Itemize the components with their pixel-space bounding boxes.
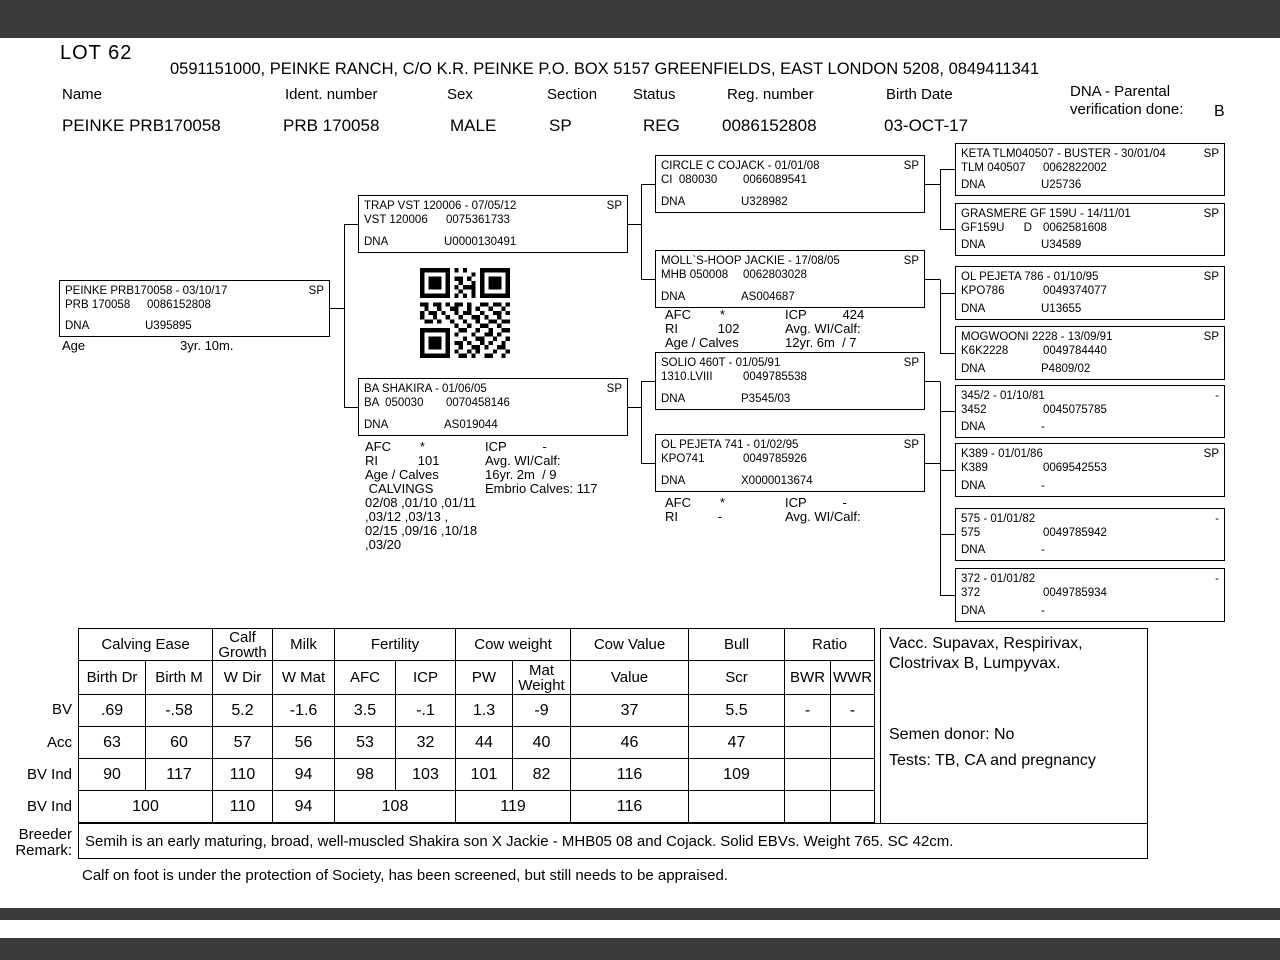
pedigree-box-ggp1 xyxy=(955,143,1225,196)
acc-value-cell: 63 xyxy=(79,727,146,759)
stat-line: 16yr. 2m / 9 xyxy=(485,467,557,482)
bv-index-combined-cell: 94 xyxy=(273,791,335,823)
dna-label: DNA xyxy=(364,419,389,431)
animal-reg: 0049785538 xyxy=(743,371,807,383)
dna-label: DNA xyxy=(661,393,686,405)
dna-label: DNA xyxy=(961,179,986,191)
acc-value-cell: 40 xyxy=(513,727,571,759)
pedigree-box-sire-dam xyxy=(655,250,925,308)
animal-status: SP xyxy=(1203,271,1219,283)
birth-value: 03-OCT-17 xyxy=(884,116,969,135)
bv-value-cell: 37 xyxy=(571,695,689,727)
animal-code: TLM 040507 xyxy=(961,162,1026,174)
pedigree-box-dam-sire xyxy=(655,352,925,410)
bv-index-combined-cell xyxy=(831,791,875,823)
animal-title: BA SHAKIRA - 01/06/05 xyxy=(364,383,487,395)
animal-code: K6K2228 xyxy=(961,345,1009,357)
stat-line: 02/08 ,01/10 ,01/11 xyxy=(365,495,477,510)
acc-value-cell: 44 xyxy=(456,727,513,759)
stat-line: RI 101 xyxy=(365,453,440,468)
row-label-acc: Acc xyxy=(46,734,72,751)
animal-title: 345/2 - 01/10/81 xyxy=(961,390,1045,402)
lot-title: LOT 62 xyxy=(60,42,133,64)
sub-header-cell: BWR xyxy=(785,661,831,695)
dna-label: DNA xyxy=(661,475,686,487)
acc-value-cell: 56 xyxy=(273,727,335,759)
dna-value: AS019044 xyxy=(444,419,498,431)
stat-line: Avg. WI/Calf: xyxy=(785,509,861,524)
bv-index-combined-cell: 108 xyxy=(335,791,456,823)
sire-dam-stats-left xyxy=(665,308,739,350)
bv-value-cell: .69 xyxy=(79,695,146,727)
row-label-bv-ind: BV Ind xyxy=(26,766,72,783)
sub-header-cell: Birth M xyxy=(146,661,213,695)
stat-line: RI - xyxy=(665,509,723,524)
acc-value-cell: 53 xyxy=(335,727,396,759)
breeder-remark-label xyxy=(0,827,72,859)
viewer-white-strip xyxy=(0,920,1280,938)
animal-code: K389 xyxy=(961,462,988,474)
animal-status: SP xyxy=(1203,448,1219,460)
dna-value: U13655 xyxy=(1041,303,1082,315)
dna-value: U34589 xyxy=(1041,239,1082,251)
group-header-cow-weight: Cow weight xyxy=(456,629,571,661)
pedigree-box-ggp3 xyxy=(955,266,1225,320)
pedigree-box-dam-dam xyxy=(655,434,925,492)
group-header-calving-ease: Calving Ease xyxy=(79,629,213,661)
sub-header-cell: Value xyxy=(571,661,689,695)
group-header-fertility: Fertility xyxy=(335,629,456,661)
animal-title: 575 - 01/01/82 xyxy=(961,513,1036,525)
dna-verification-line1: DNA - Parental xyxy=(1070,83,1171,100)
bv-index-cell: 82 xyxy=(513,759,571,791)
animal-code: 575 xyxy=(961,527,981,539)
bv-value-cell: -1.6 xyxy=(273,695,335,727)
breeder-remark-label-line1: Breeder xyxy=(18,826,72,843)
animal-reg: 0049785942 xyxy=(1043,527,1107,539)
animal-reg: 0062822002 xyxy=(1043,162,1107,174)
viewer-separator-bar xyxy=(0,908,1280,920)
bv-index-combined-cell: 119 xyxy=(456,791,571,823)
animal-code: GF159U D xyxy=(961,222,1032,234)
bv-value-cell: 5.5 xyxy=(689,695,785,727)
dna-label: DNA xyxy=(65,320,90,332)
info-panel xyxy=(880,628,1148,824)
animal-reg: 0086152808 xyxy=(147,299,211,311)
bv-index-cell xyxy=(785,759,831,791)
bv-value-cell: 5.2 xyxy=(213,695,273,727)
dna-value: U0000130491 xyxy=(444,236,517,248)
bv-value-cell: -.1 xyxy=(396,695,456,727)
sub-header-cell: AFC xyxy=(335,661,396,695)
dna-value: P4809/02 xyxy=(1041,363,1091,375)
animal-status: SP xyxy=(1203,331,1219,343)
bv-index-cell: 94 xyxy=(273,759,335,791)
stat-line: ,03/20 xyxy=(365,537,402,552)
ident-label: Ident. number xyxy=(285,86,378,103)
animal-title: K389 - 01/01/86 xyxy=(961,448,1043,460)
ident-value: PRB 170058 xyxy=(283,116,380,135)
bv-value-cell: 3.5 xyxy=(335,695,396,727)
stat-line: Embrio Calves: 117 xyxy=(485,481,598,496)
animal-status: SP xyxy=(903,255,919,267)
group-header-cow-value: Cow Value xyxy=(571,629,689,661)
bv-index-cell: 90 xyxy=(79,759,146,791)
dna-label: DNA xyxy=(961,544,986,556)
animal-code: BA 050030 xyxy=(364,397,424,409)
animal-title: TRAP VST 120006 - 07/05/12 xyxy=(364,200,517,212)
animal-code: 3452 xyxy=(961,404,987,416)
dna-label: DNA xyxy=(961,363,986,375)
animal-status: SP xyxy=(903,439,919,451)
animal-code: VST 120006 xyxy=(364,214,428,226)
pedigree-box-ggp8 xyxy=(955,568,1225,622)
birth-label: Birth Date xyxy=(886,86,953,103)
sub-header-cell: W Dir xyxy=(213,661,273,695)
bv-index-combined-cell xyxy=(689,791,785,823)
sire-dam-stats-right xyxy=(785,308,864,350)
sex-value: MALE xyxy=(450,116,497,135)
ranch-address: 0591151000, PEINKE RANCH, C/O K.R. PEINKE P.O. BOX 5157 GREENFIELDS, EAST LONDON 5208, 0849411341 xyxy=(170,60,1040,78)
pedigree-box-ggp5 xyxy=(955,385,1225,438)
pedigree-box-sire-sire xyxy=(655,155,925,213)
group-header-calf-growth: Calf Growth xyxy=(213,629,273,661)
dna-value: U328982 xyxy=(741,196,788,208)
animal-title: 372 - 01/01/82 xyxy=(961,573,1036,585)
breeder-remark-label-line2: Remark: xyxy=(15,842,72,859)
animal-title: CIRCLE C COJACK - 01/01/08 xyxy=(661,160,820,172)
breeder-remark-text: Semih is an early maturing, broad, well-muscled Shakira son X Jackie - MHB05 08 and Cojack. Solid EBVs. Weight 765. SC 42cm. xyxy=(85,832,954,850)
stat-line: AFC * xyxy=(665,307,725,322)
bv-index-cell xyxy=(831,759,875,791)
stat-line: Avg. WI/Calf: xyxy=(785,321,861,336)
viewer-top-bar xyxy=(0,0,1280,38)
sub-header-cell: ICP xyxy=(396,661,456,695)
section-label: Section xyxy=(547,86,598,103)
animal-code: MHB 050008 xyxy=(661,269,729,281)
animal-reg: 0062803028 xyxy=(743,269,807,281)
bv-index-cell: 109 xyxy=(689,759,785,791)
animal-title: PEINKE PRB170058 - 03/10/17 xyxy=(65,285,228,297)
stat-line: Age / Calves xyxy=(365,467,439,482)
stat-line: AFC * xyxy=(665,495,725,510)
bv-value-cell: -9 xyxy=(513,695,571,727)
pedigree-box-ggp2 xyxy=(955,203,1225,256)
animal-reg: 0049785926 xyxy=(743,453,807,465)
tests-info: Tests: TB, CA and pregnancy xyxy=(889,752,1096,769)
bv-index-combined-cell: 100 xyxy=(79,791,213,823)
section-value: SP xyxy=(549,116,572,135)
sub-header-cell: Scr xyxy=(689,661,785,695)
stat-line: 12yr. 6m / 7 xyxy=(785,335,857,350)
acc-value-cell: 32 xyxy=(396,727,456,759)
reg-label: Reg. number xyxy=(727,86,814,103)
dam-dam-stats-left xyxy=(665,496,725,524)
animal-title: KETA TLM040507 - BUSTER - 30/01/04 xyxy=(961,148,1166,160)
dna-label: DNA xyxy=(661,291,686,303)
stat-line: 02/15 ,09/16 ,10/18 xyxy=(365,523,478,538)
dna-value: X0000013674 xyxy=(741,475,813,487)
pedigree-box-ggp6 xyxy=(955,443,1225,497)
breeding-values-table xyxy=(78,628,875,823)
name-label: Name xyxy=(62,86,103,103)
dna-label: DNA xyxy=(961,421,986,433)
stat-line: Age / Calves xyxy=(665,335,739,350)
qr-code xyxy=(420,268,510,358)
dna-verification-line2: verification done: xyxy=(1070,101,1184,118)
dna-verification-value: B xyxy=(1214,103,1225,120)
bv-value-cell: - xyxy=(831,695,875,727)
animal-reg: 0069542553 xyxy=(1043,462,1107,474)
dna-label: DNA xyxy=(364,236,389,248)
acc-value-cell xyxy=(785,727,831,759)
dna-value: - xyxy=(1041,544,1045,556)
dna-value: - xyxy=(1041,605,1045,617)
animal-code: 372 xyxy=(961,587,981,599)
animal-reg: 0066089541 xyxy=(743,174,807,186)
animal-code: PRB 170058 xyxy=(65,299,131,311)
animal-reg: 0049374077 xyxy=(1043,285,1107,297)
pedigree-box-sire xyxy=(358,195,628,253)
viewer-bottom-bar xyxy=(0,938,1280,960)
acc-value-cell: 60 xyxy=(146,727,213,759)
bv-index-cell: 117 xyxy=(146,759,213,791)
stat-line: CALVINGS xyxy=(365,481,434,496)
document-page xyxy=(0,38,1280,908)
stat-line: ICP - xyxy=(785,495,847,510)
stat-line: ICP 424 xyxy=(785,307,865,322)
bv-index-cell: 101 xyxy=(456,759,513,791)
bv-value-cell: - xyxy=(785,695,831,727)
animal-reg: 0049785934 xyxy=(1043,587,1107,599)
bv-value-cell: 1.3 xyxy=(456,695,513,727)
dna-label: DNA xyxy=(961,480,986,492)
dam-stats-right xyxy=(485,440,597,496)
group-header-milk: Milk xyxy=(273,629,335,661)
dna-value: U25736 xyxy=(1041,179,1082,191)
sub-header-cell: PW xyxy=(456,661,513,695)
status-label: Status xyxy=(633,86,676,103)
pedigree-box-subject xyxy=(59,280,330,337)
status-value: REG xyxy=(643,116,680,135)
animal-title: SOLIO 460T - 01/05/91 xyxy=(661,357,781,369)
animal-title: MOLL`S-HOOP JACKIE - 17/08/05 xyxy=(661,255,840,267)
animal-title: OL PEJETA 786 - 01/10/95 xyxy=(961,271,1099,283)
sub-header-cell: W Mat xyxy=(273,661,335,695)
stat-line: Avg. WI/Calf: xyxy=(485,453,561,468)
row-label-bv: BV xyxy=(51,701,72,718)
animal-code: KPO786 xyxy=(961,285,1005,297)
animal-status: SP xyxy=(308,285,324,297)
acc-value-cell: 46 xyxy=(571,727,689,759)
dna-label: DNA xyxy=(961,605,986,617)
bv-index-combined-cell xyxy=(785,791,831,823)
sub-header-cell: Birth Dr xyxy=(79,661,146,695)
age-value: 3yr. 10m. xyxy=(180,338,234,353)
animal-title: OL PEJETA 741 - 01/02/95 xyxy=(661,439,799,451)
dna-value: P3545/03 xyxy=(741,393,791,405)
animal-status: - xyxy=(1215,390,1219,402)
semen-donor-info: Semen donor: No xyxy=(889,726,1015,743)
bv-index-combined-cell: 110 xyxy=(213,791,273,823)
animal-reg: 0075361733 xyxy=(446,214,510,226)
dam-stats-left xyxy=(365,440,477,552)
animal-status: SP xyxy=(903,357,919,369)
breeder-remark-box xyxy=(78,823,1148,859)
dna-verification-label xyxy=(1070,83,1183,119)
animal-code: CI 080030 xyxy=(661,174,718,186)
bv-index-cell: 110 xyxy=(213,759,273,791)
stat-line: RI 102 xyxy=(665,321,740,336)
animal-code: 1310.LVIII xyxy=(661,371,713,383)
vaccination-info: Vacc. Supavax, Respirivax, Clostrivax B, Lumpyvax. xyxy=(889,635,1083,672)
sub-header-cell: WWR xyxy=(831,661,875,695)
pedigree-box-dam xyxy=(358,378,628,436)
dam-dam-stats-right xyxy=(785,496,861,524)
stat-line: AFC * xyxy=(365,439,425,454)
stat-line: ICP - xyxy=(485,439,547,454)
animal-reg: 0062581608 xyxy=(1043,222,1107,234)
sub-header-cell: Mat Weight xyxy=(513,661,571,695)
animal-status: SP xyxy=(1203,148,1219,160)
stat-line: ,03/12 ,03/13 , xyxy=(365,509,449,524)
animal-code: KPO741 xyxy=(661,453,705,465)
pedigree-box-ggp7 xyxy=(955,508,1225,561)
animal-status: SP xyxy=(1203,208,1219,220)
bv-index-cell: 116 xyxy=(571,759,689,791)
animal-reg: 0070458146 xyxy=(446,397,510,409)
bv-value-cell: -.58 xyxy=(146,695,213,727)
animal-status: - xyxy=(1215,513,1219,525)
dna-value: - xyxy=(1041,421,1045,433)
name-value: PEINKE PRB170058 xyxy=(62,116,221,135)
animal-title: MOGWOONI 2228 - 13/09/91 xyxy=(961,331,1113,343)
animal-status: SP xyxy=(606,383,622,395)
acc-value-cell: 47 xyxy=(689,727,785,759)
reg-value: 0086152808 xyxy=(722,116,817,135)
animal-status: - xyxy=(1215,573,1219,585)
animal-reg: 0049784440 xyxy=(1043,345,1107,357)
dna-value: - xyxy=(1041,480,1045,492)
footer-note: Calf on foot is under the protection of Society, has been screened, but still needs to be appraised. xyxy=(82,867,728,884)
row-label-bv-ind2: BV Ind xyxy=(26,798,72,815)
dna-value: AS004687 xyxy=(741,291,795,303)
dna-label: DNA xyxy=(961,239,986,251)
dna-value: U395895 xyxy=(145,320,192,332)
animal-status: SP xyxy=(606,200,622,212)
animal-status: SP xyxy=(903,160,919,172)
group-header-ratio: Ratio xyxy=(785,629,875,661)
acc-value-cell: 57 xyxy=(213,727,273,759)
pedigree-box-ggp4 xyxy=(955,326,1225,380)
acc-value-cell xyxy=(831,727,875,759)
animal-reg: 0045075785 xyxy=(1043,404,1107,416)
dna-label: DNA xyxy=(961,303,986,315)
bv-index-cell: 98 xyxy=(335,759,396,791)
bv-index-cell: 103 xyxy=(396,759,456,791)
dna-label: DNA xyxy=(661,196,686,208)
animal-title: GRASMERE GF 159U - 14/11/01 xyxy=(961,208,1131,220)
bv-index-combined-cell: 116 xyxy=(571,791,689,823)
sex-label: Sex xyxy=(447,86,473,103)
age-label: Age xyxy=(62,338,86,353)
group-header-bull: Bull xyxy=(689,629,785,661)
